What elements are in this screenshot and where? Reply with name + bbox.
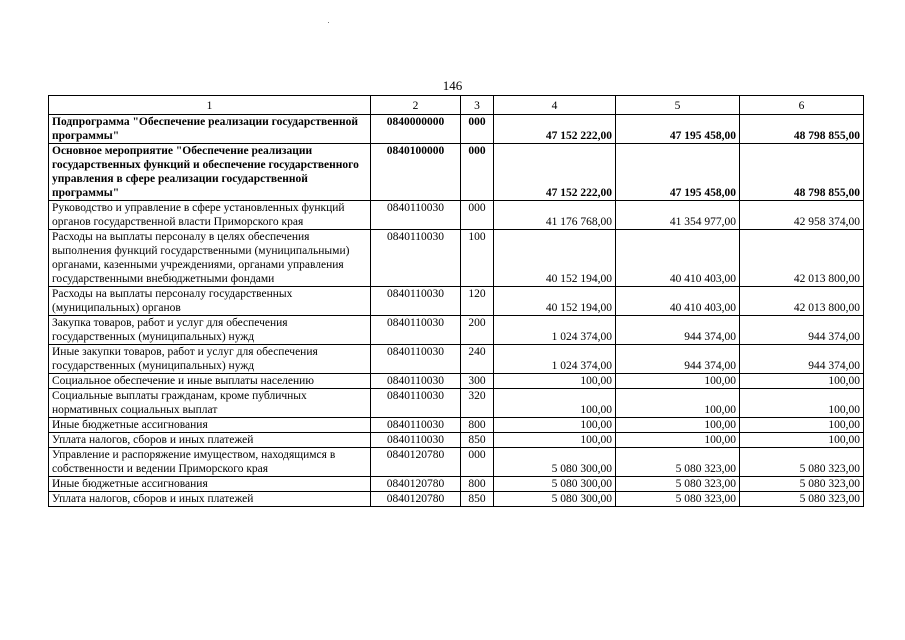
header-col-6: 6	[740, 96, 864, 115]
row-name: Закупка товаров, работ и услуг для обеспечения государственных (муниципальных) нужд	[49, 316, 371, 345]
row-vr: 850	[461, 492, 494, 507]
table-row	[49, 345, 864, 374]
row-code: 0840100000	[371, 144, 461, 201]
row-value-3: 5 080 323,00	[740, 492, 864, 507]
row-vr: 800	[461, 477, 494, 492]
row-value-3: 944 374,00	[740, 316, 864, 345]
table-row	[49, 389, 864, 418]
row-value-3: 42 013 800,00	[740, 230, 864, 287]
scan-speck	[328, 22, 329, 23]
row-value-3: 100,00	[740, 374, 864, 389]
row-code: 0840110030	[371, 389, 461, 418]
row-code: 0840120780	[371, 448, 461, 477]
row-name: Уплата налогов, сборов и иных платежей	[49, 492, 371, 507]
row-value-2: 5 080 323,00	[616, 492, 740, 507]
row-value-3: 48 798 855,00	[740, 115, 864, 144]
row-code: 0840110030	[371, 287, 461, 316]
row-name: Управление и распоряжение имуществом, находящимся в собственности и ведении Приморского края	[49, 448, 371, 477]
row-name: Социальные выплаты гражданам, кроме публичных нормативных социальных выплат	[49, 389, 371, 418]
row-name: Иные бюджетные ассигнования	[49, 418, 371, 433]
row-vr: 300	[461, 374, 494, 389]
table-row	[49, 287, 864, 316]
row-value-2: 40 410 403,00	[616, 230, 740, 287]
row-code: 0840110030	[371, 345, 461, 374]
table-row	[49, 230, 864, 287]
table-row	[49, 433, 864, 448]
row-value-3: 5 080 323,00	[740, 448, 864, 477]
table-row	[49, 316, 864, 345]
row-value-2: 100,00	[616, 389, 740, 418]
row-name: Социальное обеспечение и иные выплаты населению	[49, 374, 371, 389]
row-value-1: 47 152 222,00	[494, 115, 616, 144]
row-code: 0840110030	[371, 230, 461, 287]
row-value-1: 40 152 194,00	[494, 287, 616, 316]
row-value-1: 100,00	[494, 418, 616, 433]
row-value-2: 41 354 977,00	[616, 201, 740, 230]
table-row	[49, 477, 864, 492]
row-value-1: 1 024 374,00	[494, 316, 616, 345]
row-vr: 240	[461, 345, 494, 374]
row-code: 0840110030	[371, 433, 461, 448]
row-vr: 320	[461, 389, 494, 418]
row-value-1: 40 152 194,00	[494, 230, 616, 287]
header-col-5: 5	[616, 96, 740, 115]
table-row	[49, 492, 864, 507]
table-row	[49, 144, 864, 201]
row-value-2: 40 410 403,00	[616, 287, 740, 316]
row-name: Иные бюджетные ассигнования	[49, 477, 371, 492]
row-name: Расходы на выплаты персоналу в целях обеспечения выполнения функций государственными (муниципальными) органами, казенными учреждениями, органами управления государственными внебюджетными фондами	[49, 230, 371, 287]
row-value-3: 944 374,00	[740, 345, 864, 374]
header-col-2: 2	[371, 96, 461, 115]
row-name: Основное мероприятие "Обеспечение реализации государственных функций и обеспечение государственного управления в сфере реализации государственной программы"	[49, 144, 371, 201]
row-value-2: 944 374,00	[616, 345, 740, 374]
row-vr: 000	[461, 448, 494, 477]
row-code: 0840110030	[371, 418, 461, 433]
row-code: 0840000000	[371, 115, 461, 144]
row-code: 0840120780	[371, 477, 461, 492]
row-vr: 000	[461, 201, 494, 230]
row-vr: 200	[461, 316, 494, 345]
budget-table	[48, 95, 864, 507]
row-value-3: 100,00	[740, 389, 864, 418]
row-value-1: 5 080 300,00	[494, 448, 616, 477]
header-col-1: 1	[49, 96, 371, 115]
row-value-1: 100,00	[494, 433, 616, 448]
table-row	[49, 374, 864, 389]
row-value-2: 47 195 458,00	[616, 115, 740, 144]
row-value-1: 5 080 300,00	[494, 477, 616, 492]
row-value-3: 42 013 800,00	[740, 287, 864, 316]
row-value-2: 5 080 323,00	[616, 477, 740, 492]
row-name: Руководство и управление в сфере установленных функций органов государственной власти Приморского края	[49, 201, 371, 230]
row-code: 0840110030	[371, 374, 461, 389]
row-code: 0840120780	[371, 492, 461, 507]
row-vr: 000	[461, 115, 494, 144]
row-value-1: 100,00	[494, 389, 616, 418]
row-value-2: 5 080 323,00	[616, 448, 740, 477]
row-value-3: 100,00	[740, 418, 864, 433]
row-value-3: 5 080 323,00	[740, 477, 864, 492]
table-row	[49, 448, 864, 477]
table-row	[49, 201, 864, 230]
row-value-1: 47 152 222,00	[494, 144, 616, 201]
row-value-1: 41 176 768,00	[494, 201, 616, 230]
row-value-2: 100,00	[616, 374, 740, 389]
row-value-1: 100,00	[494, 374, 616, 389]
header-row	[49, 96, 864, 115]
row-vr: 800	[461, 418, 494, 433]
row-value-3: 100,00	[740, 433, 864, 448]
row-code: 0840110030	[371, 201, 461, 230]
row-name: Иные закупки товаров, работ и услуг для обеспечения государственных (муниципальных) нужд	[49, 345, 371, 374]
row-value-2: 100,00	[616, 418, 740, 433]
page-number: 146	[442, 78, 463, 93]
row-value-1: 5 080 300,00	[494, 492, 616, 507]
header-col-3: 3	[461, 96, 494, 115]
row-value-1: 1 024 374,00	[494, 345, 616, 374]
row-vr: 120	[461, 287, 494, 316]
row-code: 0840110030	[371, 316, 461, 345]
row-name: Подпрограмма "Обеспечение реализации государственной программы"	[49, 115, 371, 144]
row-name: Уплата налогов, сборов и иных платежей	[49, 433, 371, 448]
table-row	[49, 115, 864, 144]
row-vr: 000	[461, 144, 494, 201]
header-col-4: 4	[494, 96, 616, 115]
row-value-3: 42 958 374,00	[740, 201, 864, 230]
row-vr: 850	[461, 433, 494, 448]
row-value-2: 944 374,00	[616, 316, 740, 345]
row-value-3: 48 798 855,00	[740, 144, 864, 201]
table-row	[49, 418, 864, 433]
row-name: Расходы на выплаты персоналу государственных (муниципальных) органов	[49, 287, 371, 316]
row-value-2: 47 195 458,00	[616, 144, 740, 201]
row-vr: 100	[461, 230, 494, 287]
row-value-2: 100,00	[616, 433, 740, 448]
